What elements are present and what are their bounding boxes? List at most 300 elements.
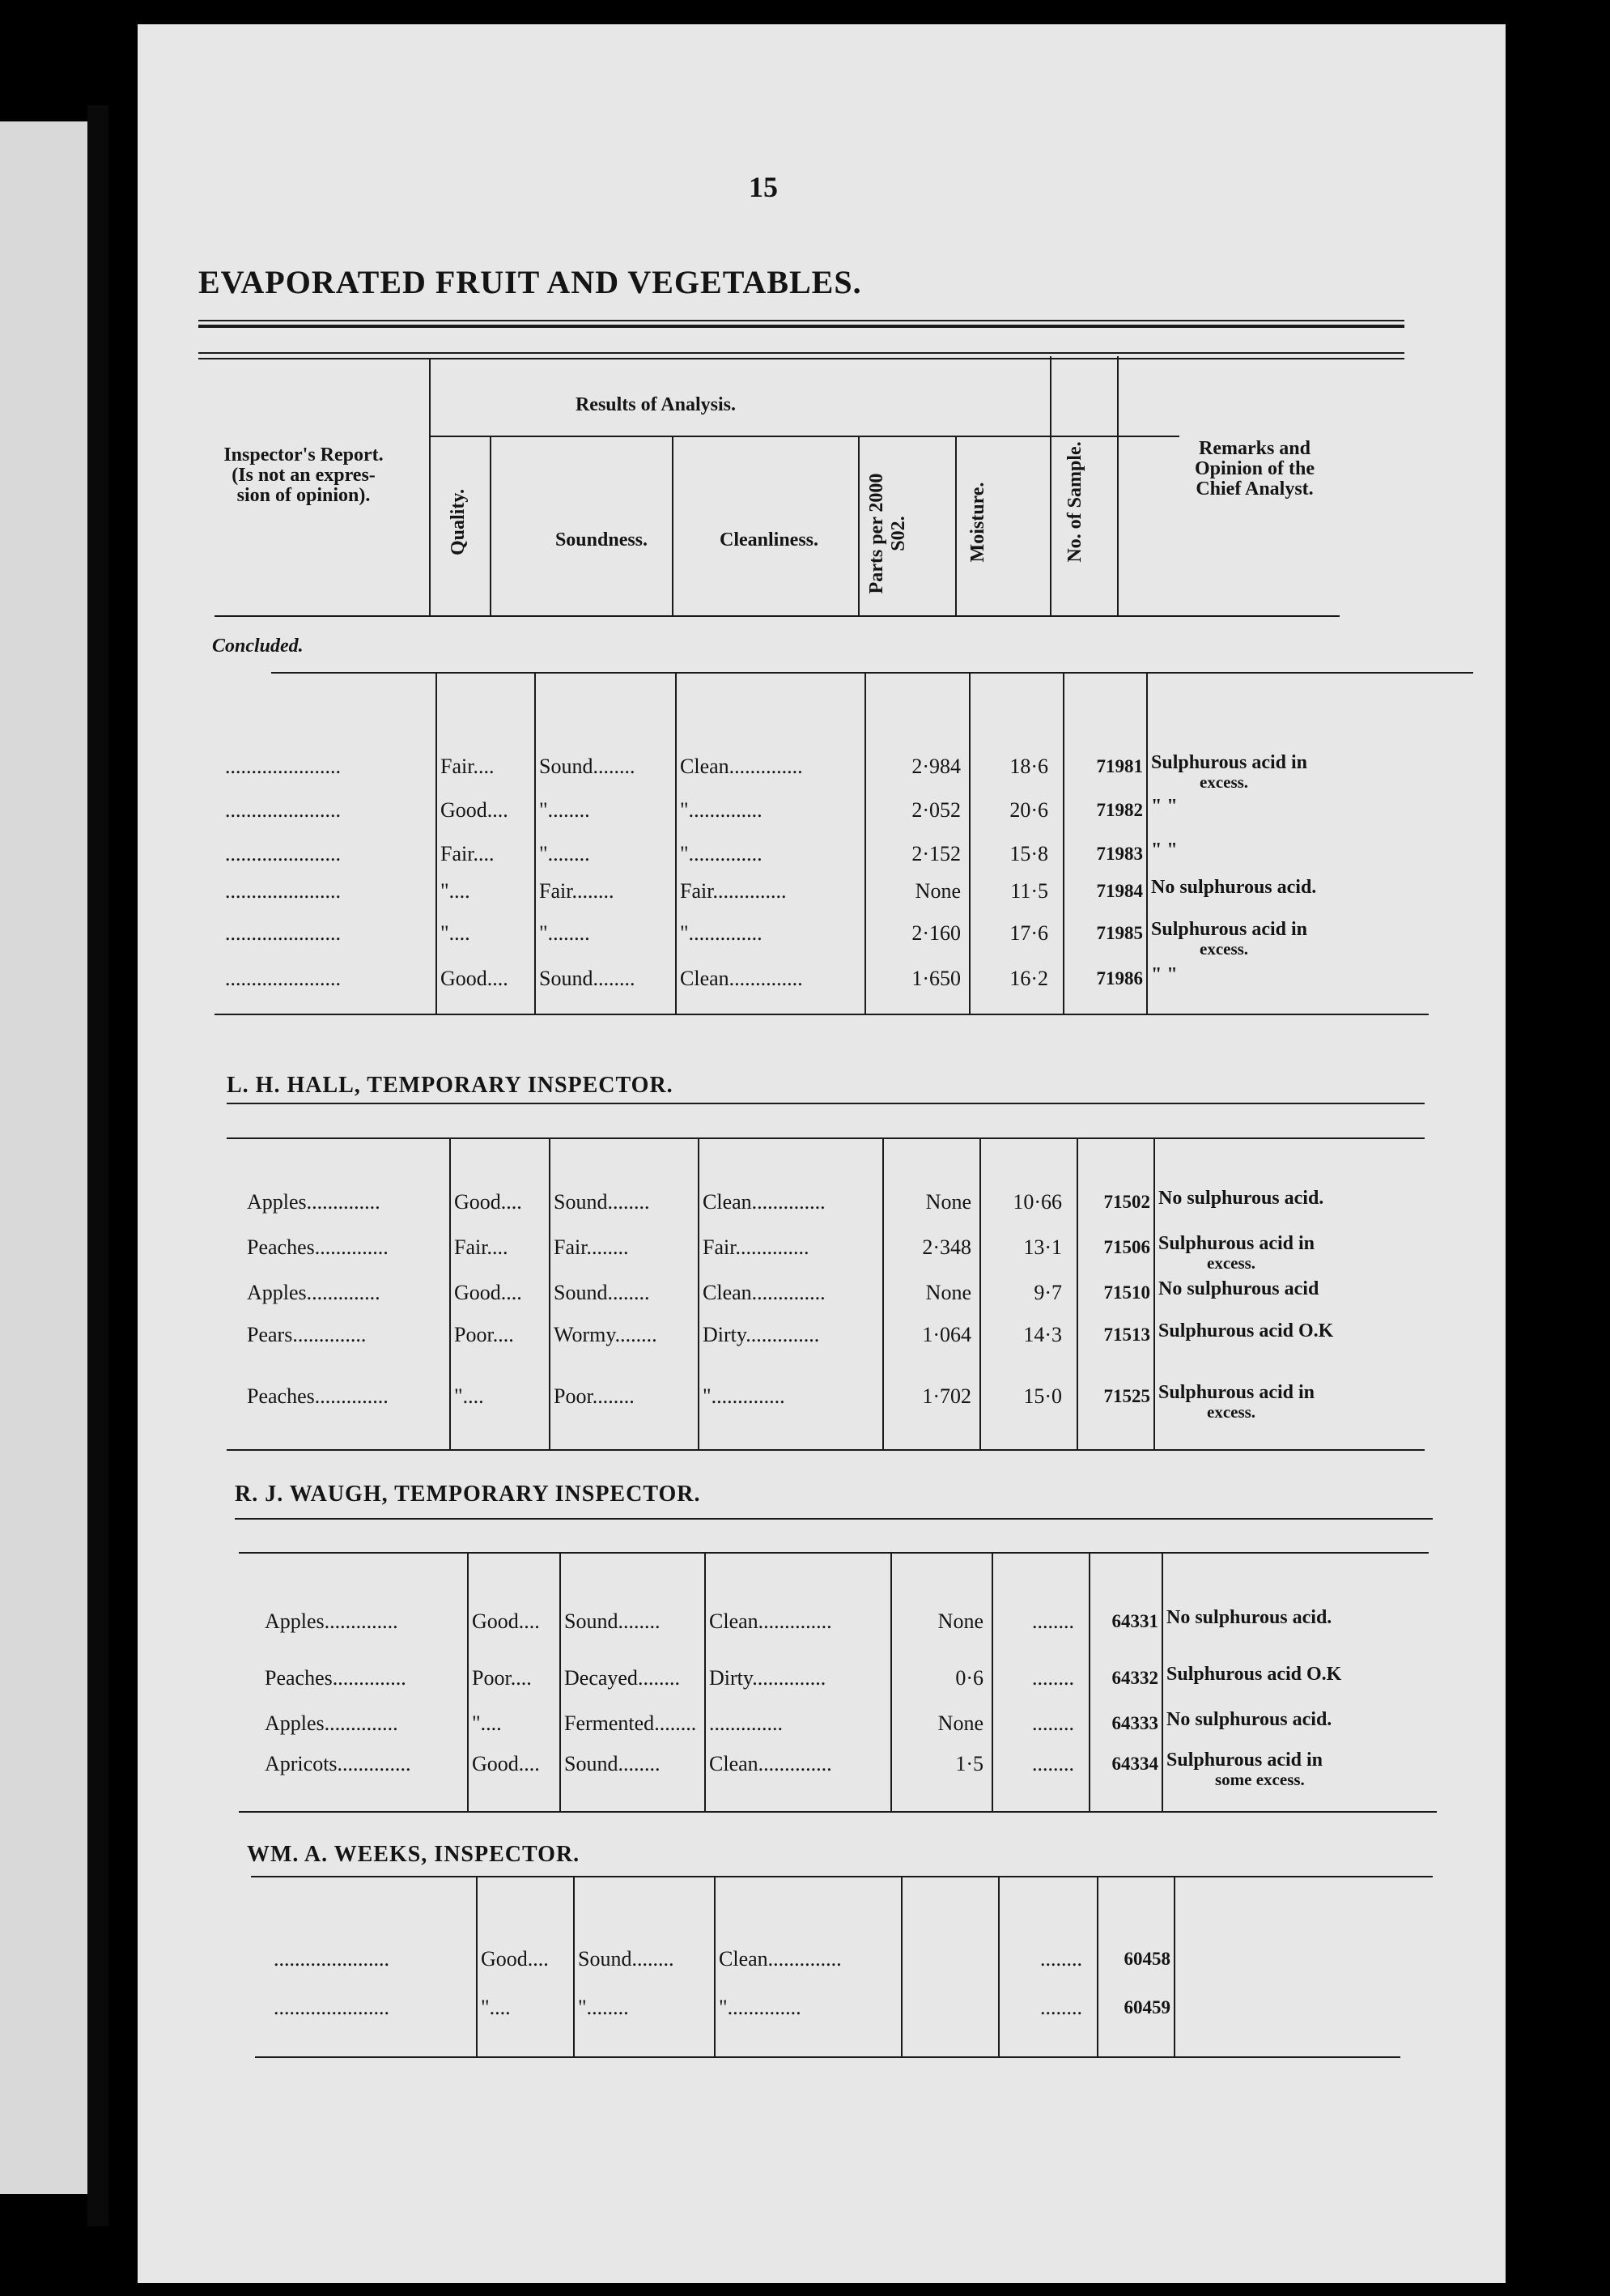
cleanliness-value: Fair (703, 1235, 736, 1259)
quality-value: Fair (440, 755, 474, 778)
soundness-cell (578, 1996, 711, 2020)
so2-cell: 1·650 (911, 967, 961, 990)
quality-cell (454, 1384, 546, 1409)
leader-dots: .............. (314, 1384, 389, 1408)
quality-cell (440, 842, 531, 866)
moisture-cell: ........ (1032, 1609, 1074, 1633)
moisture-cell: ........ (1032, 1666, 1074, 1690)
leader-dots: ...................... (225, 842, 341, 865)
article-name: Peaches (247, 1235, 315, 1259)
quality-value: Fair (440, 842, 474, 865)
leader-dots: .... (486, 967, 508, 990)
leader-dots: .............. (688, 842, 763, 865)
column-rule (573, 1876, 575, 2056)
leader-dots: .............. (292, 1323, 367, 1346)
quality-cell (440, 798, 531, 823)
article-cell (274, 1996, 476, 2020)
article-cell (225, 755, 434, 779)
so2-cell: None (925, 1190, 971, 1214)
article-cell (247, 1323, 449, 1347)
article-cell (225, 879, 434, 904)
soundness-cell (564, 1711, 701, 1736)
quality-cell (472, 1752, 556, 1776)
remarks-continuation: excess. (1207, 1402, 1256, 1422)
article-cell (225, 798, 434, 823)
article-cell (247, 1384, 449, 1409)
cleanliness-cell (680, 842, 861, 866)
soundness-cell (554, 1281, 695, 1305)
remarks-cell (1166, 1710, 1438, 1729)
header-inspector-report: Inspector's Report. (Is not an expres- sion of opinion). (223, 444, 384, 506)
remarks-text: Sulphurous acid in (1151, 752, 1307, 773)
leader-dots: .... (473, 842, 495, 865)
leader-dots: .... (500, 1190, 522, 1214)
leader-dots: ........ (618, 1609, 661, 1633)
sample-number-cell: 71986 (1096, 968, 1143, 989)
leader-dots: ...................... (225, 967, 341, 990)
moisture-cell: ........ (1040, 1996, 1082, 2019)
leader-dots: ........ (571, 879, 614, 903)
section-rule (227, 1103, 1425, 1104)
cleanliness-cell (709, 1666, 887, 1690)
column-rule (1063, 672, 1064, 1014)
leader-dots: ........ (618, 1752, 661, 1775)
remarks-cell (1158, 1279, 1438, 1299)
so2-cell: 1·5 (955, 1752, 983, 1775)
so2-cell: None (925, 1281, 971, 1304)
sample-number-cell: 64334 (1111, 1754, 1158, 1774)
page-title: EVAPORATED FRUIT AND VEGETABLES. (198, 264, 862, 300)
soundness-cell (578, 1947, 711, 1971)
quality-value: " (481, 1996, 490, 2019)
remarks-cell (1151, 920, 1438, 959)
leader-dots: .............. (767, 1947, 842, 1971)
soundness-cell (539, 967, 672, 991)
leader-dots: .............. (729, 967, 803, 990)
soundness-value: Decayed (564, 1666, 638, 1690)
column-rule (1146, 672, 1148, 1014)
section-bottom-rule (239, 1811, 1437, 1813)
remarks-text: No sulphurous acid (1158, 1278, 1319, 1299)
soundness-value: Fair (539, 879, 572, 903)
column-rule (435, 672, 437, 1014)
cleanliness-cell (703, 1323, 879, 1347)
leader-dots: .... (510, 1666, 532, 1690)
article-cell (265, 1752, 467, 1776)
remarks-continuation: excess. (1207, 1253, 1256, 1273)
soundness-value: Sound (564, 1752, 618, 1775)
quality-value: " (440, 921, 449, 945)
leader-dots: .... (448, 921, 470, 945)
remarks-text: Sulphurous acid in (1158, 1382, 1315, 1403)
column-rule (704, 1552, 706, 1811)
soundness-value: Sound (554, 1281, 608, 1304)
remarks-text: No sulphurous acid. (1166, 1709, 1332, 1730)
title-rule-double (198, 325, 1404, 328)
cleanliness-value: Fair (680, 879, 713, 903)
soundness-cell (554, 1190, 695, 1214)
leader-dots: ...................... (225, 921, 341, 945)
column-rule (467, 1552, 469, 1811)
remarks-text: No sulphurous acid. (1166, 1607, 1332, 1628)
cleanliness-value: " (680, 842, 689, 865)
cleanliness-cell (719, 1947, 898, 1971)
moisture-cell: ........ (1032, 1752, 1074, 1775)
leader-dots: ........ (637, 1666, 680, 1690)
remarks-text: " " (1151, 796, 1178, 817)
leader-dots: .............. (332, 1666, 406, 1690)
quality-cell (440, 967, 531, 991)
column-rule (534, 672, 536, 1014)
leader-dots: .............. (314, 1235, 389, 1259)
leader-dots: ........ (592, 1384, 635, 1408)
leader-dots: .............. (306, 1281, 380, 1304)
title-rule (198, 320, 1404, 321)
leader-dots: .............. (751, 1281, 826, 1304)
leader-dots: .............. (709, 1711, 783, 1735)
column-rule (1174, 1876, 1175, 2056)
adjacent-page-edge (0, 121, 87, 2194)
quality-cell (440, 755, 531, 779)
sample-number-cell: 60459 (1124, 1997, 1170, 2018)
sample-number-cell: 71982 (1096, 800, 1143, 820)
leader-dots: .............. (758, 1609, 832, 1633)
cleanliness-value: Clean (703, 1281, 752, 1304)
quality-cell (454, 1323, 546, 1347)
article-cell (247, 1190, 449, 1214)
column-rule (998, 1876, 1000, 2056)
moisture-cell: 11·5 (1010, 879, 1048, 903)
leader-dots: ...................... (274, 1947, 389, 1971)
soundness-value: Sound (554, 1190, 608, 1214)
remarks-cell (1151, 753, 1438, 792)
column-rule (992, 1552, 993, 1811)
leader-dots: ........ (593, 755, 635, 778)
leader-dots: .............. (752, 1666, 826, 1690)
sample-number-cell: 71513 (1103, 1324, 1150, 1345)
section-rule (271, 672, 1473, 674)
leader-dots: ........ (547, 842, 590, 865)
so2-cell: None (937, 1609, 983, 1633)
article-name: Apples (247, 1281, 307, 1304)
cleanliness-cell (680, 798, 861, 823)
leader-dots: .... (518, 1609, 540, 1633)
leader-dots: ...................... (225, 798, 341, 822)
article-cell (265, 1609, 467, 1634)
leader-dots: ........ (586, 1235, 629, 1259)
moisture-cell: 15·8 (1009, 842, 1048, 865)
quality-cell (472, 1666, 556, 1690)
remarks-cell (1151, 878, 1438, 897)
sample-number-cell: 64332 (1111, 1668, 1158, 1688)
soundness-value: " (578, 1996, 587, 2019)
remarks-cell (1166, 1750, 1438, 1789)
cleanliness-value: " (719, 1996, 728, 2019)
sample-number-cell: 71510 (1103, 1282, 1150, 1303)
moisture-cell: 17·6 (1009, 921, 1048, 945)
leader-dots: .............. (758, 1752, 832, 1775)
cleanliness-cell (680, 967, 861, 991)
soundness-value: " (539, 921, 548, 945)
so2-cell: 1·064 (922, 1323, 971, 1346)
leader-dots: .............. (727, 1996, 801, 2019)
cleanliness-cell (703, 1235, 879, 1260)
leader-dots: .............. (746, 1323, 820, 1346)
inspector-heading: L. H. HALL, TEMPORARY INSPECTOR. (227, 1073, 673, 1098)
remarks-cell (1158, 1188, 1438, 1208)
remarks-text: Sulphurous acid in (1158, 1233, 1315, 1254)
cleanliness-value: Dirty (703, 1323, 746, 1346)
sample-number-cell: 71502 (1103, 1192, 1150, 1212)
quality-cell (454, 1281, 546, 1305)
quality-value: " (454, 1384, 463, 1408)
leader-dots: ........ (614, 1323, 657, 1346)
binding-shadow (87, 105, 108, 2226)
remarks-text: Sulphurous acid in (1151, 919, 1307, 940)
moisture-cell: 13·1 (1023, 1235, 1062, 1259)
leader-dots: ...................... (225, 879, 341, 903)
leader-dots: .............. (688, 798, 763, 822)
moisture-cell: 18·6 (1009, 755, 1048, 778)
so2-cell: None (915, 879, 961, 903)
header-remarks: Remarks and Opinion of the Chief Analyst. (1194, 438, 1315, 500)
quality-value: Good (481, 1947, 528, 1971)
section-bottom-rule (255, 2056, 1400, 2058)
sample-number-cell: 60458 (1124, 1949, 1170, 1969)
article-name: Apples (247, 1190, 307, 1214)
quality-value: Good (454, 1190, 501, 1214)
leader-dots: ........ (547, 921, 590, 945)
column-rule (449, 1137, 451, 1449)
cleanliness-value: " (703, 1384, 712, 1408)
column-rule (890, 1552, 892, 1811)
column-rule (1153, 1137, 1155, 1449)
moisture-cell: 15·0 (1023, 1384, 1062, 1408)
remarks-cell (1151, 840, 1438, 860)
quality-cell (454, 1235, 546, 1260)
sample-number-cell: 64331 (1111, 1611, 1158, 1631)
section-bottom-rule (215, 1014, 1429, 1015)
soundness-value: Poor (554, 1384, 593, 1408)
soundness-cell (564, 1609, 701, 1634)
so2-cell: 1·702 (922, 1384, 971, 1408)
leader-dots: .... (527, 1947, 549, 1971)
quality-value: Poor (472, 1666, 511, 1690)
article-cell (247, 1281, 449, 1305)
moisture-cell: 9·7 (1034, 1281, 1062, 1304)
article-cell (265, 1666, 467, 1690)
cleanliness-cell (709, 1711, 887, 1736)
column-rule (979, 1137, 981, 1449)
leader-dots: .............. (735, 1235, 809, 1259)
cleanliness-cell (709, 1752, 887, 1776)
column-rule (969, 672, 971, 1014)
quality-cell (481, 1947, 570, 1971)
soundness-cell (554, 1235, 695, 1260)
sample-number-cell: 64333 (1111, 1713, 1158, 1733)
quality-value: Good (472, 1609, 519, 1633)
leader-dots: .... (462, 1384, 484, 1408)
leader-dots: ........ (586, 1996, 629, 2019)
soundness-value: Sound (564, 1609, 618, 1633)
moisture-cell: ........ (1032, 1711, 1074, 1735)
leader-dots: ........ (547, 798, 590, 822)
quality-cell (454, 1190, 546, 1214)
header-soundness: Soundness. (554, 529, 648, 551)
leader-dots: .... (473, 755, 495, 778)
article-name: Apples (265, 1711, 325, 1735)
article-name: Apples (265, 1609, 325, 1633)
moisture-cell: 10·66 (1013, 1190, 1062, 1214)
quality-cell (481, 1996, 570, 2020)
moisture-cell: 14·3 (1023, 1323, 1062, 1346)
quality-value: Good (472, 1752, 519, 1775)
header-no-of-sample: No. of Sample. (1064, 441, 1085, 563)
leader-dots: .... (518, 1752, 540, 1775)
cleanliness-value: " (680, 798, 689, 822)
quality-value: Good (440, 798, 487, 822)
soundness-cell (539, 921, 672, 946)
section-rule (235, 1518, 1433, 1520)
header-moisture: Moisture. (967, 482, 988, 563)
cleanliness-cell (680, 879, 861, 904)
leader-dots: .............. (688, 921, 763, 945)
so2-cell: 0·6 (955, 1666, 983, 1690)
quality-cell (440, 879, 531, 904)
moisture-cell: 16·2 (1009, 967, 1048, 990)
so2-cell: 2·160 (911, 921, 961, 945)
leader-dots: .... (486, 1235, 508, 1259)
header-parts-per-2000: Parts per 2000 S02. (866, 473, 909, 594)
article-name: Peaches (247, 1384, 315, 1408)
article-cell (225, 967, 434, 991)
leader-dots: ........ (607, 1190, 650, 1214)
soundness-cell (564, 1752, 701, 1776)
remarks-cell (1158, 1383, 1438, 1422)
cleanliness-cell (719, 1996, 898, 2020)
leader-dots: .... (480, 1711, 502, 1735)
header-cleanliness: Cleanliness. (719, 529, 818, 551)
column-rule (1162, 1552, 1163, 1811)
soundness-value: Fermented (564, 1711, 655, 1735)
column-rule (675, 672, 677, 1014)
moisture-cell: ........ (1040, 1947, 1082, 1971)
leader-dots: .............. (751, 1190, 826, 1214)
remarks-cell (1151, 965, 1438, 984)
leader-dots: .............. (324, 1609, 398, 1633)
column-rule (714, 1876, 716, 2056)
inspector-heading: R. J. WAUGH, TEMPORARY INSPECTOR. (235, 1482, 701, 1507)
leader-dots: .............. (306, 1190, 380, 1214)
soundness-cell (554, 1384, 695, 1409)
article-cell (274, 1947, 476, 1971)
cleanliness-value: Clean (680, 755, 729, 778)
soundness-cell (554, 1323, 695, 1347)
soundness-cell (539, 798, 672, 823)
soundness-cell (539, 755, 672, 779)
remarks-cell (1166, 1665, 1438, 1684)
section-rule (239, 1552, 1429, 1554)
soundness-value: Sound (539, 967, 593, 990)
remarks-text: " " (1151, 964, 1178, 985)
article-name: Peaches (265, 1666, 333, 1690)
cleanliness-value: Dirty (709, 1666, 753, 1690)
article-cell (247, 1235, 449, 1260)
cleanliness-value: Clean (680, 967, 729, 990)
so2-cell: 2·984 (911, 755, 961, 778)
quality-value: Poor (454, 1323, 493, 1346)
cleanliness-cell (680, 755, 861, 779)
sample-number-cell: 71506 (1103, 1237, 1150, 1257)
cleanliness-cell (680, 921, 861, 946)
soundness-value: Fair (554, 1235, 587, 1259)
article-cell (225, 842, 434, 866)
article-cell (265, 1711, 467, 1736)
quality-cell (472, 1609, 556, 1634)
cleanliness-cell (709, 1609, 887, 1634)
sample-number-cell: 71525 (1103, 1386, 1150, 1406)
soundness-cell (564, 1666, 701, 1690)
leader-dots: .............. (324, 1711, 398, 1735)
header-quality: Quality. (448, 488, 469, 556)
cleanliness-value: Clean (703, 1190, 752, 1214)
cleanliness-value: " (680, 921, 689, 945)
page-number: 15 (749, 171, 778, 203)
remarks-text: Sulphurous acid O.K (1166, 1664, 1342, 1685)
article-name: Pears (247, 1323, 293, 1346)
remarks-cell (1166, 1608, 1438, 1627)
quality-value: " (472, 1711, 481, 1735)
soundness-value: Wormy (554, 1323, 615, 1346)
column-rule (476, 1876, 478, 2056)
article-name: Apricots (265, 1752, 338, 1775)
remarks-cell (1158, 1321, 1438, 1341)
concluded-label: Concluded. (212, 636, 304, 657)
remarks-text: Sulphurous acid O.K (1158, 1320, 1334, 1341)
cleanliness-value: Clean (709, 1609, 758, 1633)
remarks-text: " " (1151, 840, 1178, 861)
leader-dots: .............. (712, 879, 787, 903)
inspector-heading: WM. A. WEEKS, INSPECTOR. (247, 1842, 580, 1867)
leader-dots: ........ (631, 1947, 674, 1971)
quality-value: Good (454, 1281, 501, 1304)
soundness-cell (539, 879, 672, 904)
cleanliness-cell (703, 1281, 879, 1305)
section-rule (227, 1137, 1425, 1139)
column-rule (864, 672, 866, 1014)
cleanliness-value: Clean (719, 1947, 768, 1971)
sample-number-cell: 71984 (1096, 881, 1143, 901)
header-results-of-analysis: Results of Analysis. (575, 394, 737, 415)
remarks-continuation: excess. (1200, 772, 1249, 792)
cleanliness-cell (703, 1190, 879, 1214)
quality-cell (440, 921, 531, 946)
sample-number-cell: 71983 (1096, 844, 1143, 864)
soundness-value: " (539, 798, 548, 822)
remarks-continuation: excess. (1200, 939, 1249, 959)
article-cell (225, 921, 434, 946)
soundness-cell (539, 842, 672, 866)
leader-dots: ........ (607, 1281, 650, 1304)
so2-cell: 2·052 (911, 798, 961, 822)
remarks-cell (1158, 1234, 1438, 1273)
soundness-value: Sound (578, 1947, 632, 1971)
leader-dots: .............. (337, 1752, 411, 1775)
section-rule (251, 1876, 1433, 1877)
leader-dots: ...................... (274, 1996, 389, 2019)
so2-cell: 2·152 (911, 842, 961, 865)
leader-dots: .............. (711, 1384, 785, 1408)
